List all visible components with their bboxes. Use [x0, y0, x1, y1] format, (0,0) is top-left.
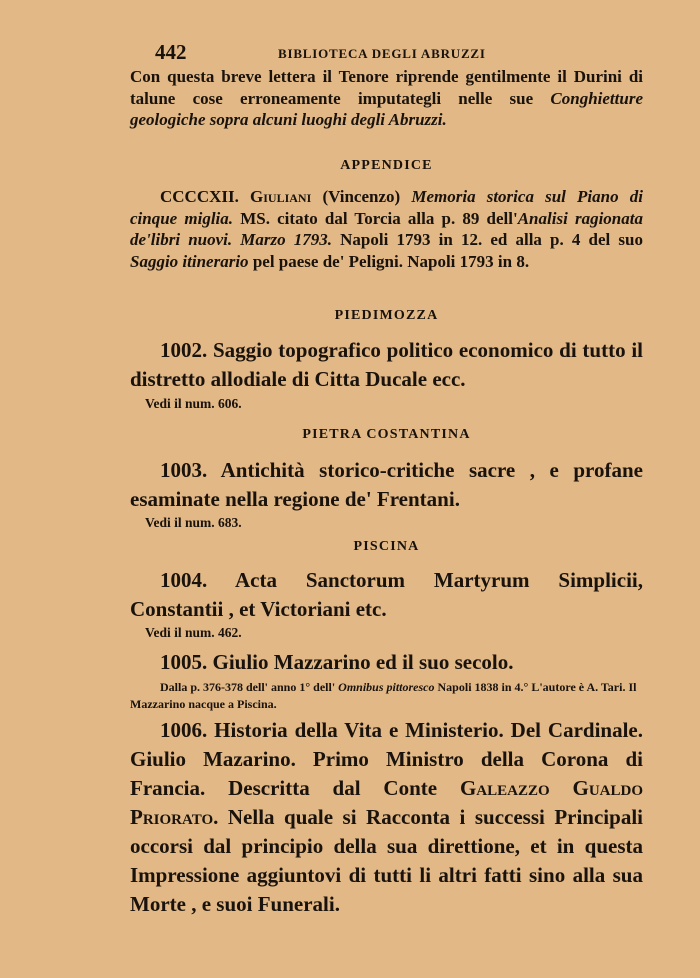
entry-1006-text-1: 1006. Historia della Vita e Ministerio. Del Cardinale. Giulio Mazarino. Primo Ministro della Corona di Francia. Descritta dal Conte: [130, 718, 643, 800]
appendice-book: Analisi ragionata de'libri nuovi. Marzo 1793.: [130, 208, 643, 249]
heading-appendice: APPENDICE: [340, 158, 433, 173]
entry-1005-note-title: Omnibus pittoresco: [338, 680, 435, 694]
appendice-entry: [130, 186, 643, 272]
appendice-text-1: MS. citato dal Torcia alla p. 89 dell': [233, 208, 518, 228]
entry-1005-note: [130, 679, 643, 713]
appendice-text-3: pel paese de' Peligni. Napoli 1793 in 8.: [248, 251, 530, 271]
appendice-author-first: (Vincenzo): [322, 187, 401, 206]
intro-text: Con questa breve lettera il Tenore riprende gentilmente il Durini di talune cose erroneamente imputategli nelle sue: [130, 67, 643, 108]
entry-1006-text-2: . Nella quale si Racconta i successi Principali occorsi dal principio della sua direttione, et in questa Impressione aggiuntovi di tutti li altri fatti sino alla sua Morte , e suoi Funerali.: [130, 805, 643, 916]
entry-1003-note: Vedi il num. 683.: [145, 515, 242, 530]
entry-1002: 1002. Saggio topografico politico economico di tutto il distretto allodiale di Citta Ducale ecc.: [130, 338, 643, 391]
entry-1004-note: Vedi il num. 462.: [145, 625, 242, 640]
entry-1003: 1003. Antichità storico-critiche sacre , e profane esaminate nella regione de' Frentani.: [130, 458, 643, 511]
page-number: 442: [155, 40, 187, 64]
appendice-number: CCCCXII.: [160, 187, 239, 206]
intro-paragraph: [130, 66, 643, 131]
entry-1005: 1005. Giulio Mazzarino ed il suo secolo.: [160, 650, 514, 674]
entry-1006-author: Galeazzo Gualdo Priorato: [130, 776, 643, 829]
entry-1005-note-text-2: Napoli 1838 in 4.° L'autore è A. Tari. Il Mazzarino nacque a Piscina.: [130, 680, 637, 711]
appendice-text-2: Napoli 1793 in 12. ed alla p. 4 del suo: [332, 230, 643, 249]
heading-pietra-costantina: PIETRA COSTANTINA: [302, 427, 471, 442]
entry-1004: 1004. Acta Sanctorum Martyrum Simplicii, Constantii , et Victoriani etc.: [130, 568, 643, 621]
intro-title: Conghietture geologiche sopra alcuni luoghi degli Abruzzi.: [130, 88, 643, 129]
entry-1005-note-text-1: Dalla p. 376-378 dell' anno 1° dell': [160, 680, 339, 694]
entry-1006: [130, 716, 643, 919]
heading-piscina: PISCINA: [353, 539, 420, 554]
heading-piedimozza: PIEDIMOZZA: [334, 308, 439, 323]
page-header: [155, 40, 645, 64]
appendice-book-2: Saggio itinerario: [130, 251, 249, 271]
appendice-author: Giuliani: [250, 187, 312, 206]
running-title: BIBLIOTECA DEGLI ABRUZZI: [278, 46, 486, 61]
appendice-title: Memoria storica sul Piano di cinque miglia.: [130, 187, 643, 228]
entry-1002-note: Vedi il num. 606.: [145, 396, 242, 411]
